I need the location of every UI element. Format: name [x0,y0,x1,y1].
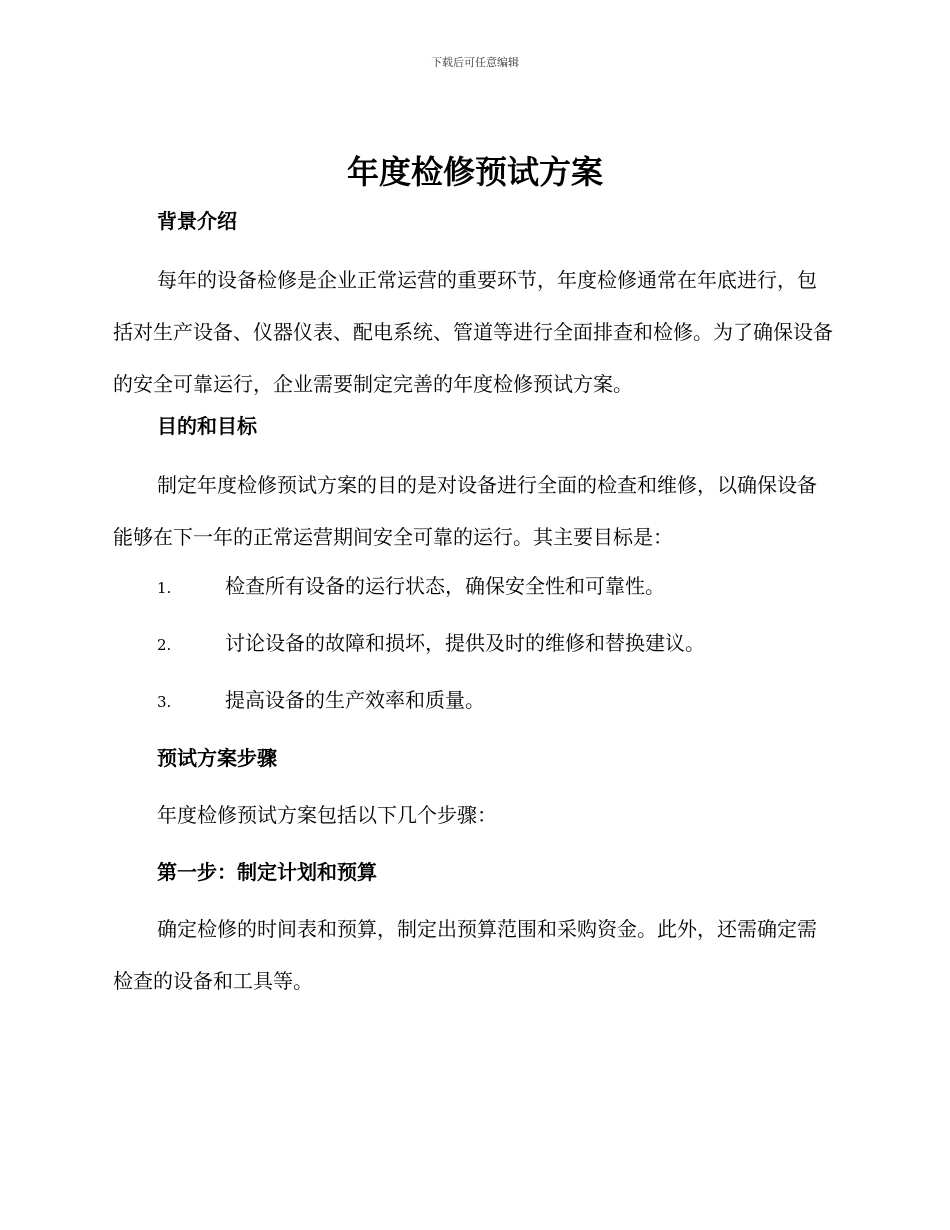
paragraph-step-1: 确定检修的时间表和预算，制定出预算范围和采购资金。此外，还需确定需检查的设备和工具等。 [113,917,817,993]
section-heading-goals: 目的和目标 [157,414,257,438]
section-heading-background: 背景介绍 [157,209,237,233]
section-heading-steps: 预试方案步骤 [157,746,277,770]
list-item-number: 1. [157,579,172,597]
list-item [157,686,837,716]
list-item-number: 3. [157,693,172,711]
paragraph-goals: 制定年度检修预试方案的目的是对设备进行全面的检查和维修，以确保设备能够在下一年的正常运营期间安全可靠的运行。其主要目标是： [113,473,817,549]
header-note: 下载后可任意编辑 [431,56,519,69]
list-item-number: 2. [157,636,172,654]
paragraph-background: 每年的设备检修是企业正常运营的重要环节，年度检修通常在年底进行，包括对生产设备、仪器仪表、配电系统、管道等进行全面排查和检修。为了确保设备的安全可靠运行，企业需要制定完善的年度检修预试方案。 [113,268,833,396]
list-item-text: 讨论设备的故障和损坏，提供及时的维修和替换建议。 [225,631,705,655]
list-item-text: 检查所有设备的运行状态，确保安全性和可靠性。 [225,574,665,598]
list-item-text: 提高设备的生产效率和质量。 [225,688,485,712]
step-heading-1: 第一步：制定计划和预算 [157,860,377,884]
list-item [157,629,837,659]
document-title: 年度检修预试方案 [346,153,603,191]
paragraph-steps-intro: 年度检修预试方案包括以下几个步骤： [157,803,497,827]
list-item [157,572,837,602]
